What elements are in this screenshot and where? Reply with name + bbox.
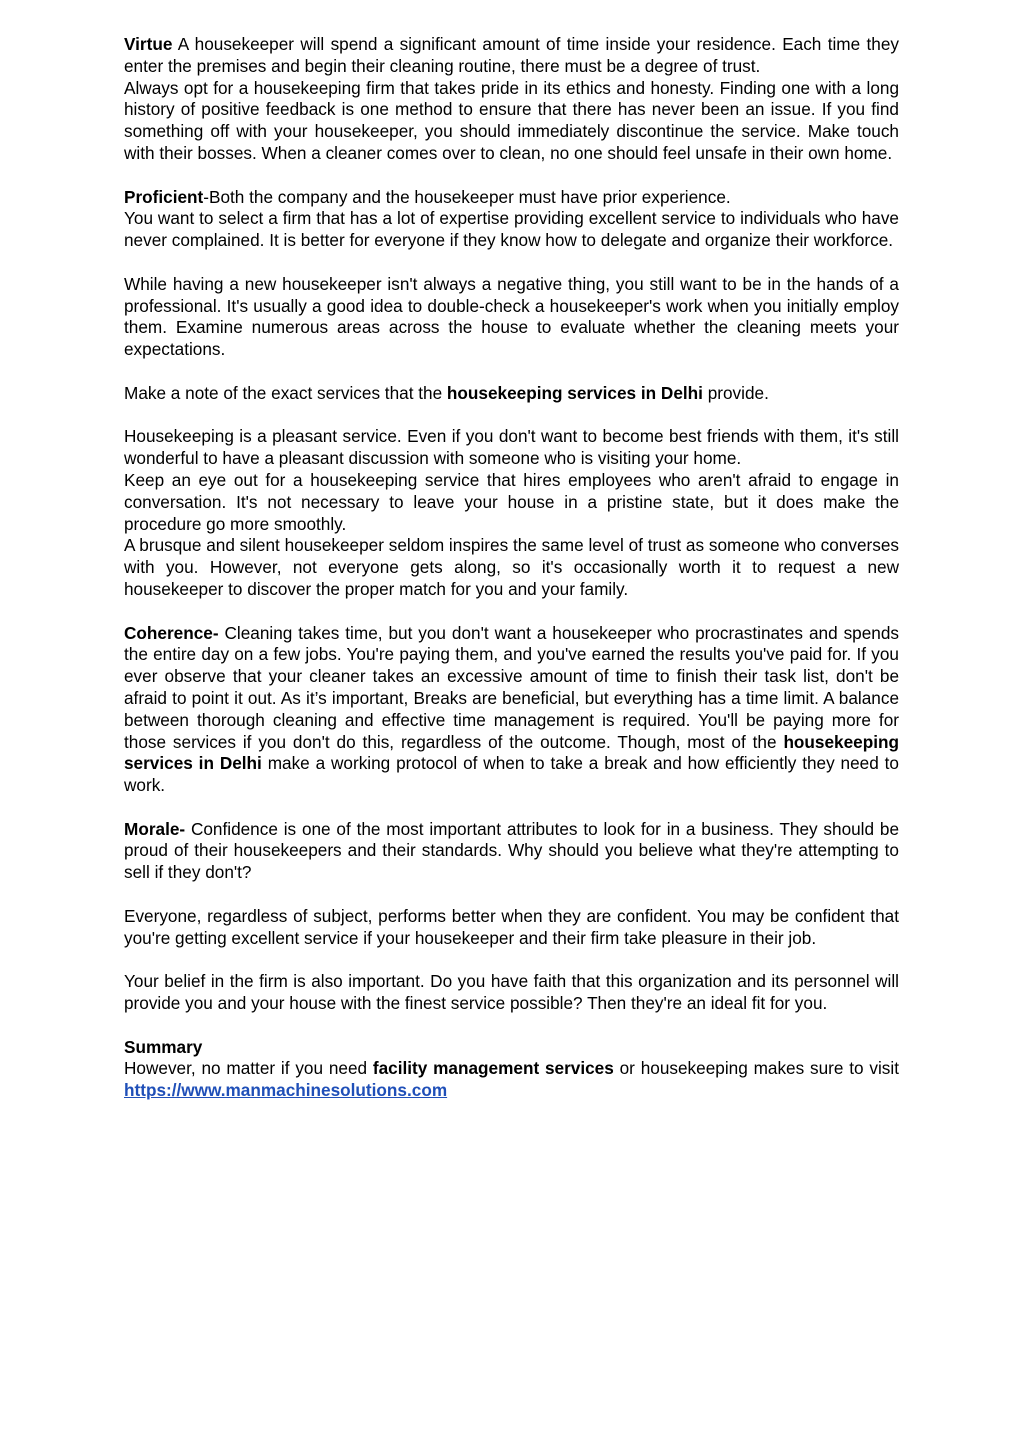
note-bold: housekeeping services in Delhi (446, 382, 703, 403)
document-page (124, 34, 899, 1102)
proficient-heading: Proficient (124, 186, 204, 207)
proficient-paragraph (124, 187, 899, 209)
proficient-text-2: You want to select a firm that has a lot of expertise providing excellent service to individuals who have never complained. It is better for everyone if they know how to delegate and organize their workforce. (124, 208, 899, 251)
pleasant-paragraph-1: Housekeeping is a pleasant service. Even if you don't want to become best friends with them, it's still wonderful to have a pleasant discussion with someone who is visiting your home. (124, 426, 899, 469)
morale-text: Confidence is one of the most important attributes to look for in a business. They should be proud of their housekeepers and their standards. Why should you believe what they're attempting to sell if they don't? (124, 818, 899, 883)
note-text-after: provide. (702, 382, 769, 403)
coherence-text: Cleaning takes time, but you don't want a housekeeper who procrastinates and spends the entire day on a few jobs. You're paying them, and you've earned the results you've paid for. If you ever observe that your cleaner takes an excessive amount of time to finish their task list, don't be afraid to point it out. As it’s important, Breaks are beneficial, but everything has a time limit. A balance between thorough cleaning and effective time management is required. You'll be paying more for those services if you don't do this, regardless of the outcome. Though, most of the (124, 622, 899, 752)
pleasant-paragraph-2: Keep an eye out for a housekeeping service that hires employees who aren't afraid to engage in conversation. It's not necessary to leave your house in a pristine state, but it does make the procedure go more smoothly. (124, 469, 899, 534)
summary-text-after: or housekeeping makes sure to visit (613, 1058, 899, 1079)
coherence-bold: housekeeping services in Delhi (124, 731, 899, 774)
note-text-before: Make a note of the exact services that the (124, 382, 447, 403)
coherence-text-after: make a working protocol of when to take a break and how efficiently they need to work. (124, 753, 899, 796)
summary-heading (124, 1037, 899, 1059)
morale-paragraph (124, 819, 899, 884)
summary-text-before: However, no matter if you need (124, 1058, 373, 1079)
website-link[interactable]: https://www.manmachinesolutions.com (124, 1080, 448, 1101)
coherence-heading: Coherence- (124, 622, 219, 643)
confident-paragraph: Everyone, regardless of subject, performs better when they are confident. You may be confident that you're getting excellent service if your housekeeper and their firm take pleasure in their job. (124, 905, 899, 948)
coherence-paragraph (124, 623, 899, 797)
note-paragraph (124, 383, 899, 405)
virtue-heading: Virtue (124, 34, 173, 54)
summary-heading-text: Summary (124, 1036, 203, 1057)
summary-paragraph (124, 1058, 899, 1102)
virtue-text-1: A housekeeper will spend a significant amount of time inside your residence. Each time they enter the premises and begin their cleaning routine, there must be a degree of trust. (124, 34, 899, 76)
new-housekeeper-paragraph: While having a new housekeeper isn't always a negative thing, you still want to be in the hands of a professional. It's usually a good idea to double-check a housekeeper's work when you initially employ them. Examine numerous areas across the house to evaluate whether the cleaning meets your expectations. (124, 273, 899, 360)
belief-paragraph: Your belief in the firm is also important. Do you have faith that this organization and its personnel will provide you and your house with the finest service possible? Then they're an ideal fit for you. (124, 971, 899, 1014)
summary-bold: facility management services (372, 1058, 614, 1079)
proficient-text-1: -Both the company and the housekeeper must have prior experience. (203, 186, 731, 207)
pleasant-paragraph-3: A brusque and silent housekeeper seldom inspires the same level of trust as someone who converses with you. However, not everyone gets along, so it's occasionally worth it to request a new housekeeper to discover the proper match for you and your family. (124, 535, 899, 599)
morale-heading: Morale- (124, 818, 186, 839)
virtue-paragraph (124, 34, 899, 78)
virtue-text-2: Always opt for a housekeeping firm that takes pride in its ethics and honesty. Finding one with a long history of positive feedback is one method to ensure that there has never been an issue. If you find something off with your housekeeper, you should immediately discontinue the service. Make touch with their bosses. When a cleaner comes over to clean, no one should feel unsafe in their own home. (124, 77, 899, 163)
